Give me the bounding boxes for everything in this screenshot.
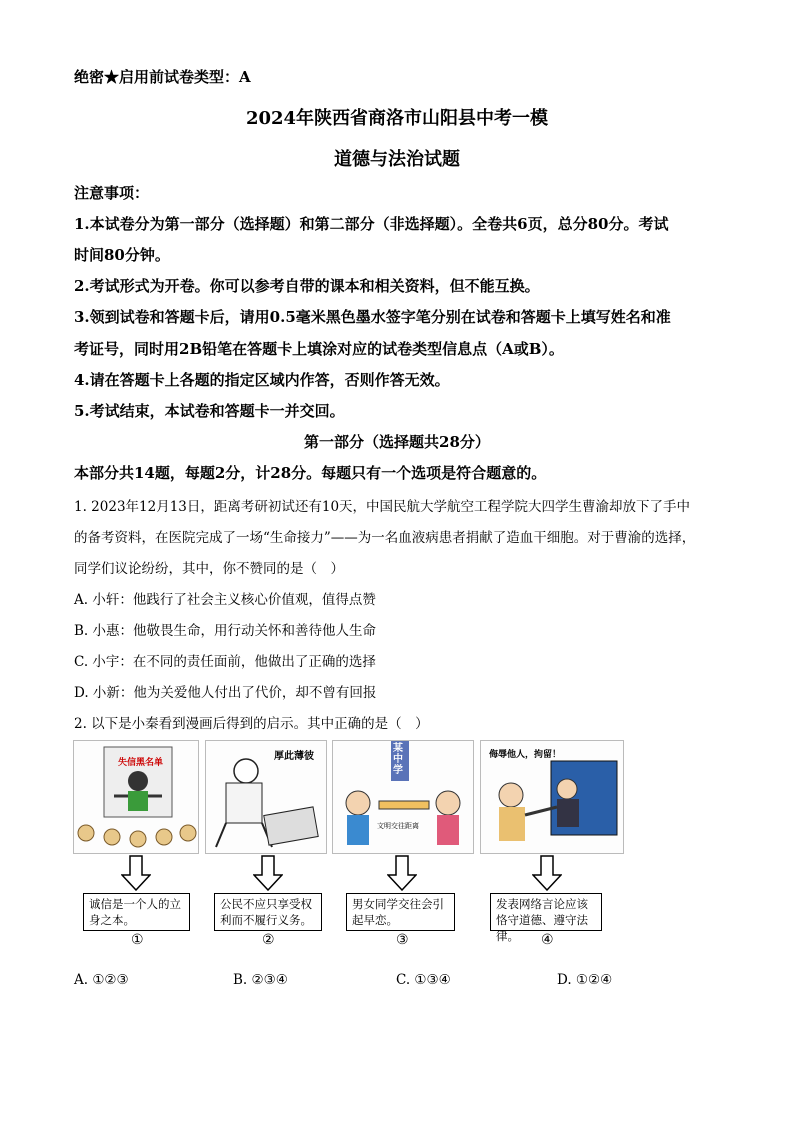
- note-3b: 考证号，同时用2B铅笔在答题卡上填涂对应的试卷类型信息点（A或B）。: [74, 340, 564, 358]
- q1-line2: 的备考资料，在医院完成了一场“生命接力”——为一名血液病患者捐献了造血干细胞。对于曹渝的选择，: [74, 530, 696, 546]
- note-3a: 3.领到试卷和答题卡后，请用0.5毫米黑色墨水签字笔分别在试卷和答题卡上填写姓名和准: [74, 308, 671, 326]
- note-2: 2.考试形式为开卷。你可以参考自带的课本和相关资料，但不能互换。: [74, 277, 540, 295]
- inspiration-box-1: 诚信是一个人的立身之本。: [83, 893, 190, 931]
- q2-option-b: B. ②③④: [233, 972, 288, 988]
- notes-heading: 注意事项：: [74, 184, 150, 202]
- secret-label: 绝密★启用前试卷类型：A: [74, 68, 251, 86]
- label-4: ④: [541, 932, 554, 948]
- cartoon-1-caption: 失信黑名单: [118, 758, 164, 768]
- cartoon-4: [480, 740, 624, 854]
- q2-stem: 2. 以下是小秦看到漫画后得到的启示。其中正确的是（ ）: [74, 716, 429, 732]
- q1-line3: 同学们议论纷纷，其中，你不赞同的是（ ）: [74, 561, 344, 577]
- inspiration-box-3: 男女同学交往会引起早恋。: [346, 893, 455, 931]
- q1-line1: 1. 2023年12月13日，距离考研初试还有10天，中国民航大学航空工程学院大四学生曹渝却放下了手中: [74, 499, 691, 515]
- label-3: ③: [396, 932, 409, 948]
- part1-heading: 第一部分（选择题共28分）: [304, 433, 490, 451]
- down-arrow-icon: [121, 855, 151, 891]
- cartoon-4-caption: 侮辱他人，拘留！: [489, 750, 562, 760]
- cartoon-2-caption: 厚此薄彼: [274, 751, 314, 762]
- label-2: ②: [262, 932, 275, 948]
- exam-subtitle: 道德与法治试题: [334, 149, 460, 170]
- note-4: 4.请在答题卡上各题的指定区域内作答，否则作答无效。: [74, 371, 450, 389]
- q1-option-c: C. 小宇：在不同的责任面前，他做出了正确的选择: [74, 654, 376, 670]
- down-arrow-icon: [253, 855, 283, 891]
- q2-option-c: C. ①③④: [396, 972, 451, 988]
- note-1b: 时间80分钟。: [74, 246, 170, 264]
- cartoon-3: [332, 740, 474, 854]
- inspiration-box-4: 发表网络言论应该恪守道德、遵守法律。: [490, 893, 602, 931]
- exam-title: 2024年陕西省商洛市山阳县中考一模: [245, 108, 549, 129]
- q1-option-d: D. 小新：他为关爱他人付出了代价，却不曾有回报: [74, 685, 377, 701]
- q1-option-a: A. 小轩：他践行了社会主义核心价值观，值得点赞: [74, 592, 376, 608]
- note-5: 5.考试结束，本试卷和答题卡一并交回。: [74, 402, 345, 420]
- cartoon-3-ruler-label: 文明交往距离: [377, 822, 419, 830]
- down-arrow-icon: [387, 855, 417, 891]
- down-arrow-icon: [532, 855, 562, 891]
- part1-intro: 本部分共14题，每题2分，计28分。每题只有一个选项是符合题意的。: [74, 464, 547, 482]
- inspiration-box-2: 公民不应只享受权利而不履行义务。: [214, 893, 322, 931]
- q1-option-b: B. 小惠：他敬畏生命，用行动关怀和善待他人生命: [74, 623, 377, 639]
- note-1a: 1.本试卷分为第一部分（选择题）和第二部分（非选择题）。全卷共6页，总分80分。考试: [74, 215, 669, 233]
- cartoon-3-sign: 某中学: [393, 743, 403, 776]
- cartoon-1: [73, 740, 199, 854]
- q2-option-d: D. ①②④: [557, 972, 613, 988]
- label-1: ①: [131, 932, 144, 948]
- q2-option-a: A. ①②③: [74, 972, 129, 988]
- cartoon-2: [205, 740, 327, 854]
